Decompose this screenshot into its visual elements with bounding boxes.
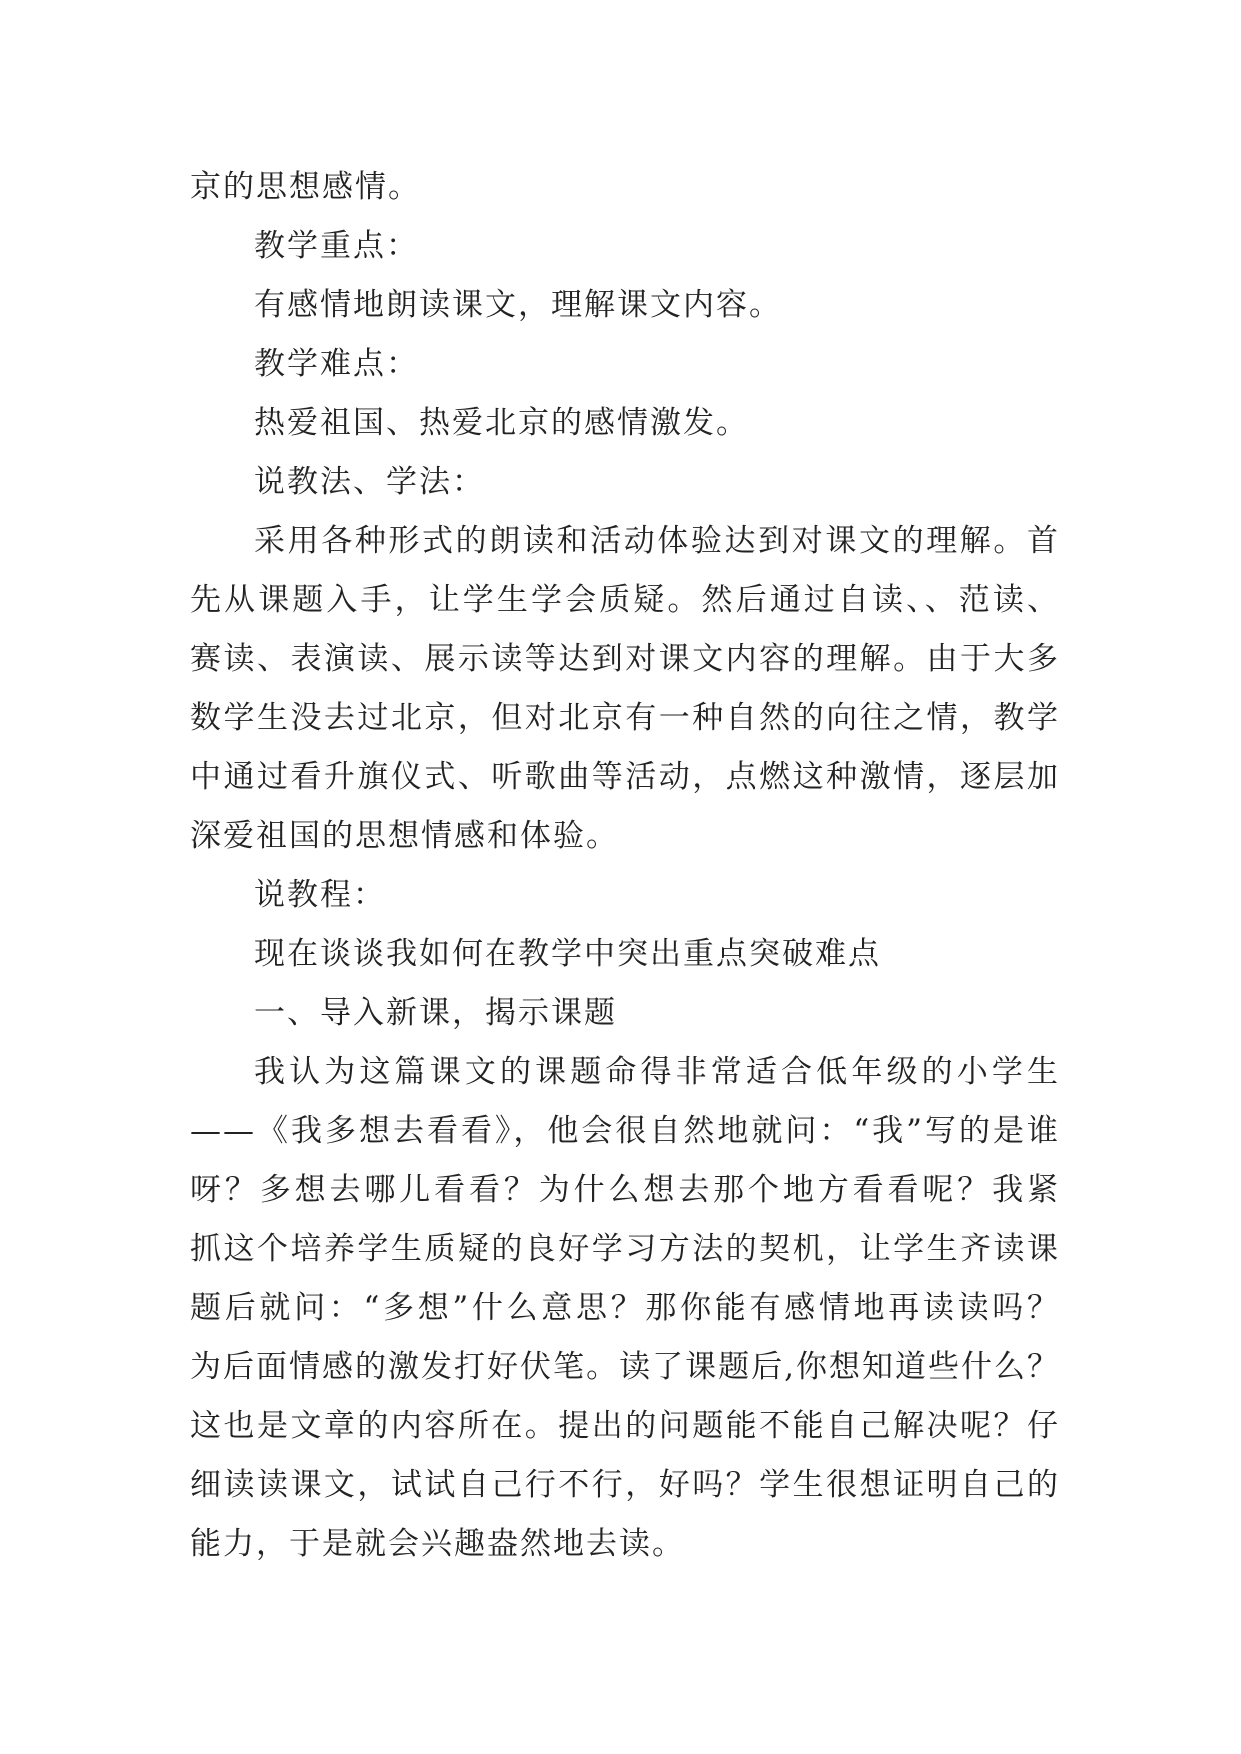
section-heading-process: 说教程： — [254, 877, 386, 913]
text-line: 现在谈谈我如何在教学中突出重点突破难点 — [254, 936, 881, 972]
paragraph-line: 中通过看升旗仪式、听歌曲等活动，点燃这种激情，逐层加 — [190, 759, 1060, 795]
paragraph-line: ——《我多想去看看》，他会很自然地就问：“我”写的是谁 — [190, 1113, 1060, 1149]
document-body — [190, 158, 1060, 1574]
subsection-heading: 一、导入新课，揭示课题 — [254, 995, 617, 1031]
section-heading-teaching-difficulty: 教学难点： — [254, 346, 419, 382]
paragraph-line: 能力，于是就会兴趣盎然地去读。 — [190, 1526, 685, 1562]
paragraph-line: 赛读、表演读、展示读等达到对课文内容的理解。由于大多 — [190, 641, 1060, 677]
text-line: 热爱祖国、热爱北京的感情激发。 — [254, 405, 749, 441]
paragraph-line: 为后面情感的激发打好伏笔。读了课题后,你想知道些什么？ — [190, 1349, 1060, 1385]
paragraph-line: 数学生没去过北京，但对北京有一种自然的向往之情，教学 — [190, 700, 1060, 736]
text-line: 京的思想感情。 — [190, 169, 421, 205]
paragraph-line: 抓这个培养学生质疑的良好学习方法的契机，让学生齐读课 — [190, 1231, 1060, 1267]
paragraph-line: 呀？多想去哪儿看看？为什么想去那个地方看看呢？我紧 — [190, 1172, 1060, 1208]
paragraph-line: 先从课题入手，让学生学会质疑。然后通过自读、、范读、 — [190, 582, 1060, 618]
paragraph-line: 这也是文章的内容所在。提出的问题能不能自己解决呢？仔 — [190, 1408, 1060, 1444]
paragraph-line: 我认为这篇课文的课题命得非常适合低年级的小学生 — [254, 1054, 1060, 1090]
text-line: 有感情地朗读课文，理解课文内容。 — [254, 287, 782, 323]
paragraph-line: 题后就问：“多想”什么意思？那你能有感情地再读读吗？ — [190, 1290, 1060, 1326]
paragraph-line: 采用各种形式的朗读和活动体验达到对课文的理解。首 — [254, 523, 1060, 559]
section-heading-teaching-focus: 教学重点： — [254, 228, 419, 264]
section-heading-methods: 说教法、学法： — [254, 464, 485, 500]
paragraph-line: 细读读课文，试试自己行不行，好吗？学生很想证明自己的 — [190, 1467, 1060, 1503]
paragraph-line: 深爱祖国的思想情感和体验。 — [190, 818, 619, 854]
